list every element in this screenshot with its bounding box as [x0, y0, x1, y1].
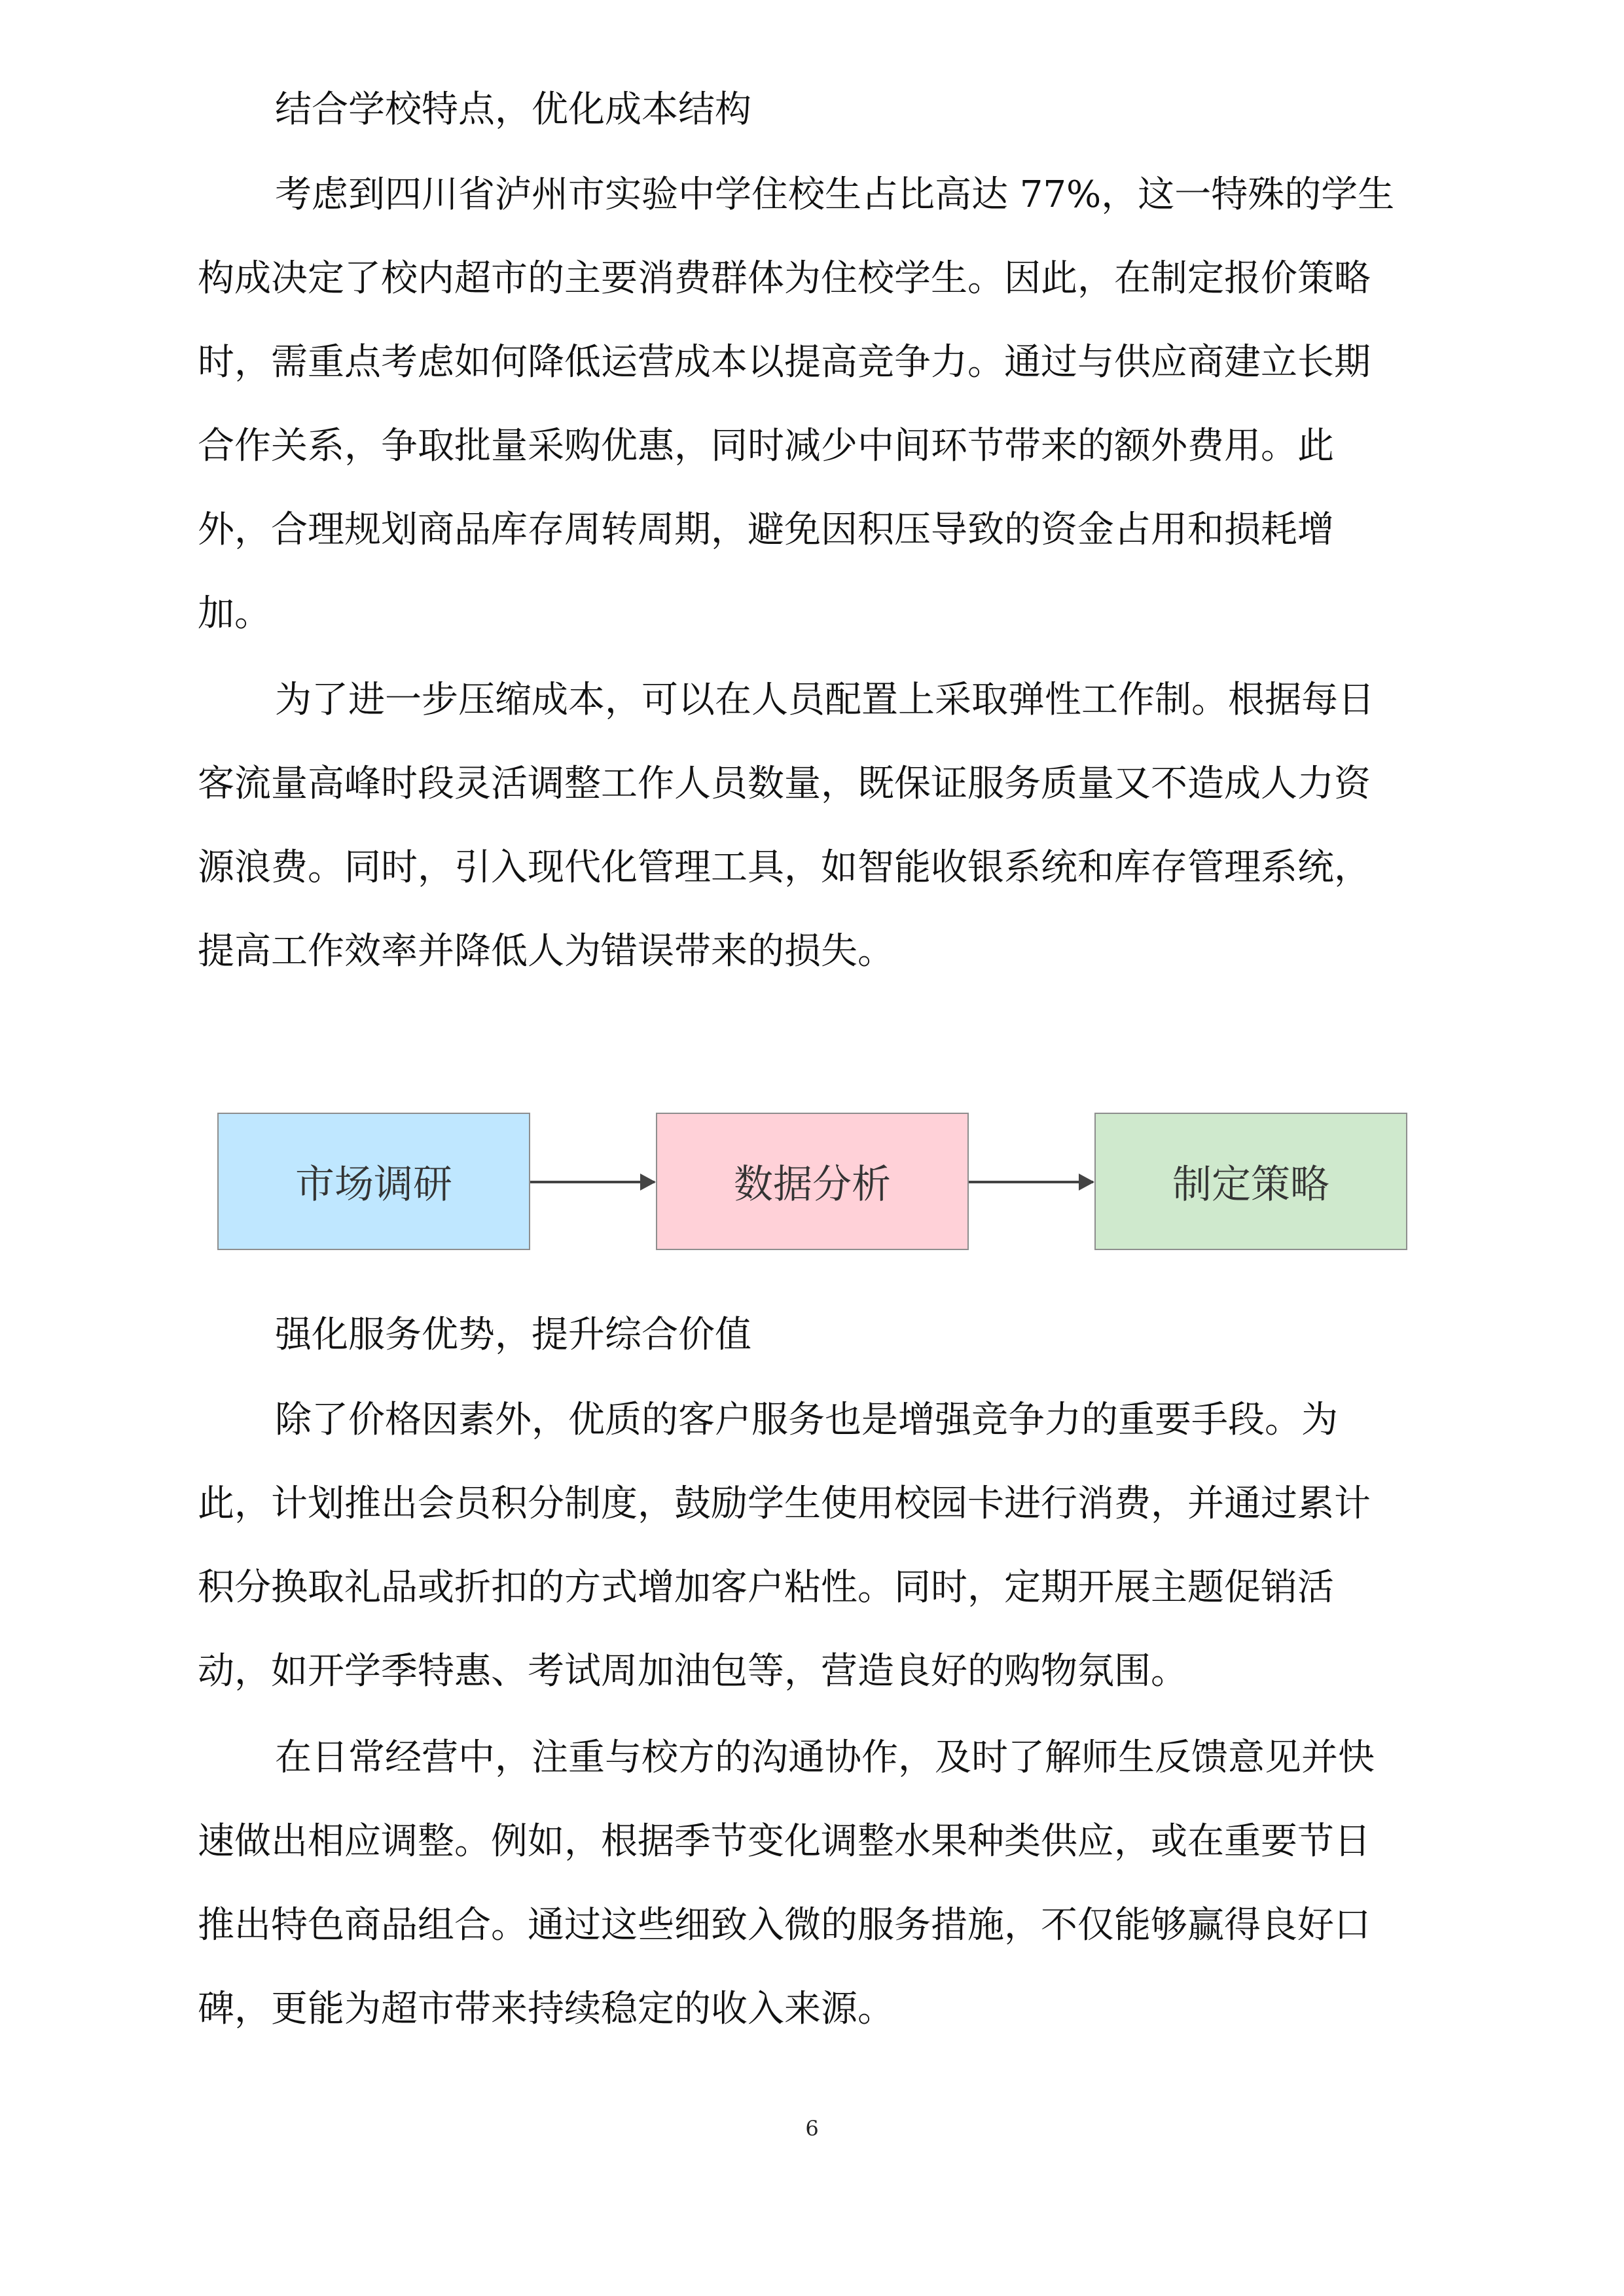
process-flowchart: [217, 1113, 1415, 1251]
paragraph-line: 为了进一步压缩成本，可以在人员配置上采取弹性工作制。根据每日: [275, 679, 1375, 721]
paragraph-line: 考虑到四川省泸州市实验中学住校生占比高达 77%，这一特殊的学生: [275, 173, 1395, 216]
paragraph-line: 速做出相应调整。例如，根据季节变化调整水果种类供应，或在重要节日: [198, 1820, 1371, 1863]
paragraph-line: 提高工作效率并降低人为错误带来的损失。: [198, 930, 894, 973]
paragraph-line: 除了价格因素外，优质的客户服务也是增强竞争力的重要手段。为: [275, 1399, 1338, 1441]
flow-arrow-icon: [969, 1181, 1093, 1183]
paragraph-line: 外，合理规划商品库存周转周期，避免因积压导致的资金占用和损耗增: [198, 509, 1334, 551]
section-heading: 结合学校特点，优化成本结构: [275, 88, 751, 131]
section-heading: 强化服务优势，提升综合价值: [275, 1314, 751, 1356]
paragraph-line: 时，需重点考虑如何降低运营成本以提高竞争力。通过与供应商建立长期: [198, 341, 1371, 384]
flow-step-market-research: 市场调研: [217, 1113, 530, 1250]
flow-step-strategy: 制定策略: [1094, 1113, 1407, 1250]
paragraph-line: 加。: [198, 592, 271, 635]
paragraph-line: 此，计划推出会员积分制度，鼓励学生使用校园卡进行消费，并通过累计: [198, 1482, 1371, 1525]
paragraph-line: 动，如开学季特惠、考试周加油包等，营造良好的购物氛围。: [198, 1650, 1187, 1693]
paragraph-line: 在日常经营中，注重与校方的沟通协作，及时了解师生反馈意见并快: [275, 1736, 1375, 1779]
page-number: 6: [805, 2116, 819, 2141]
paragraph-line: 构成决定了校内超市的主要消费群体为住校学生。因此，在制定报价策略: [198, 257, 1371, 300]
paragraph-line: 积分换取礼品或折扣的方式增加客户粘性。同时，定期开展主题促销活: [198, 1566, 1334, 1609]
paragraph-line: 合作关系，争取批量采购优惠，同时减少中间环节带来的额外费用。此: [198, 425, 1334, 467]
paragraph-line: 碑，更能为超市带来持续稳定的收入来源。: [198, 1988, 894, 2030]
paragraph-line: 客流量高峰时段灵活调整工作人员数量，既保证服务质量又不造成人力资: [198, 762, 1371, 805]
paragraph-line: 推出特色商品组合。通过这些细致入微的服务措施，不仅能够赢得良好口: [198, 1904, 1371, 1946]
flow-arrow-icon: [530, 1181, 655, 1183]
paragraph-line: 源浪费。同时，引入现代化管理工具，如智能收银系统和库存管理系统，: [198, 846, 1371, 889]
flow-step-data-analysis: 数据分析: [656, 1113, 969, 1250]
